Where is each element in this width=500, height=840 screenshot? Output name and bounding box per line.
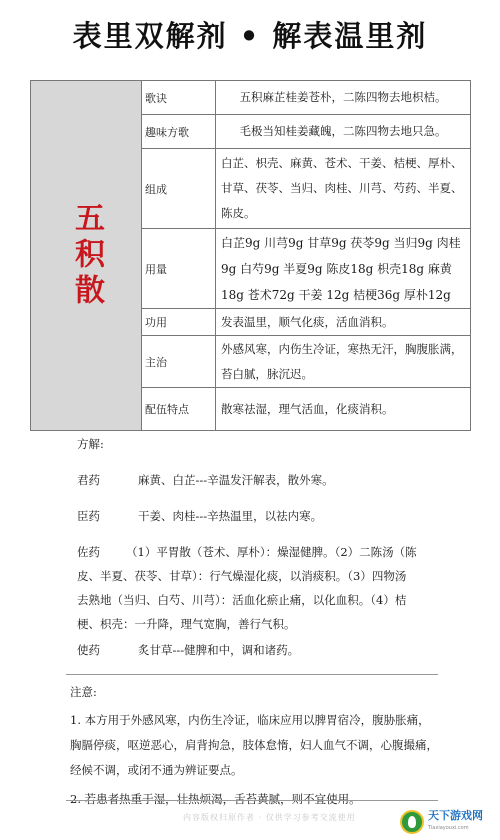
row-value: 五积麻芷桂姜苍朴，二陈四物去地枳桔。 <box>239 90 447 104</box>
zuo-line-4: 梗、枳壳：一升降，理气宽胸，善行气积。 <box>77 617 296 631</box>
notes-divider <box>66 800 438 801</box>
fangjie-heading: 方解: <box>77 437 104 451</box>
row-quwei <box>141 115 470 149</box>
row-label: 功用 <box>141 309 216 335</box>
zuo-line-3: 去熟地（当归、白芍、川芎）：活血化瘀止痛，以化血积。（4）桔 <box>77 593 407 607</box>
zuo-line-1 <box>77 540 447 564</box>
row-label: 主治 <box>141 336 216 387</box>
shi-label: 使药 <box>77 643 100 657</box>
row-value: 发表温里，顺气化痰，活血消积。 <box>221 314 394 329</box>
row-label: 歌诀 <box>141 81 216 114</box>
jun-label: 君药 <box>77 473 100 487</box>
logo-icon <box>400 810 424 834</box>
page-title: 表里双解剂 • 解表温里剂 <box>72 19 428 53</box>
row-label: 用量 <box>141 229 216 308</box>
site-logo[interactable] <box>400 808 496 836</box>
row-yongliang <box>141 229 470 309</box>
chen-line <box>77 504 322 528</box>
formula-name-panel <box>31 81 142 430</box>
formula-name: 五积散 <box>69 201 104 310</box>
logo-subtitle: Tiaxiayouxi.com <box>428 825 469 831</box>
notes-heading: 注意: <box>70 685 97 699</box>
row-value: 毛极当知桂姜藏魄，二陈四物去地只急。 <box>239 124 447 138</box>
watermark: 内容版权归原作者 · 仅供学习参考交流使用 <box>183 813 356 822</box>
notes-line-4: 2. 若患者热重于湿，壮热烦渴，舌苔黄腻，则不宜使用。 <box>70 792 361 806</box>
row-value: 外感风寒，内伤生冷证，寒热无汗，胸腹胀满，苔白腻，脉沉迟。 <box>221 341 463 381</box>
row-gejue <box>141 81 470 115</box>
notes-line-2: 胸膈停痰，呕逆恶心，肩背拘急，肢体怠惰，妇人血气不调，心腹撮痛， <box>70 738 438 752</box>
formula-table <box>30 80 471 431</box>
row-value: 散寒祛湿，理气活血，化痰消积。 <box>221 401 394 416</box>
notes-line-1: 1. 本方用于外感风寒，内伤生冷证，临床应用以脾胃宿冷，腹胁胀痛， <box>70 713 430 727</box>
shi-text: 炙甘草---健脾和中，调和诸药。 <box>138 643 300 657</box>
notes-block <box>70 680 450 812</box>
row-label: 趣味方歌 <box>141 115 216 148</box>
row-zucheng <box>141 149 470 229</box>
shi-line <box>77 638 299 662</box>
row-peiwu <box>141 388 470 430</box>
section-divider <box>66 674 438 675</box>
logo-text <box>428 810 483 834</box>
chen-label: 臣药 <box>77 509 100 523</box>
row-zhuzhi <box>141 336 470 388</box>
row-label: 配伍特点 <box>141 388 216 430</box>
row-gongyong <box>141 309 470 336</box>
formula-rows <box>141 81 470 430</box>
zuo-block <box>77 540 447 636</box>
row-label: 组成 <box>141 149 216 228</box>
chen-text: 干姜、肉桂---辛热温里，以祛内寒。 <box>138 509 323 523</box>
zuo-text-1: （1）平胃散（苍术、厚朴）：燥湿健脾。（2）二陈汤（陈 <box>126 545 417 559</box>
row-value: 白芷9g 川芎9g 甘草9g 茯苓9g 当归9g 肉桂9g 白芍9g 半夏9g 陈皮18g 枳壳18g 麻黄18g 苍术72g 干姜 12g 桔梗36g 厚朴12g <box>221 235 461 302</box>
zuo-line-2: 皮、半夏、茯苓、甘草）：行气燥湿化痰，以消痰积。（3）四物汤 <box>77 569 407 583</box>
zuo-label: 佐药 <box>77 545 100 559</box>
logo-title: 天下游戏网 <box>428 809 483 822</box>
row-value: 白芷、枳壳、麻黄、苍术、干姜、桔梗、厚朴、甘草、茯苓、当归、肉桂、川芎、芍药、半夏、陈皮。 <box>221 156 463 220</box>
jun-line <box>77 468 334 492</box>
jun-text: 麻黄、白芷---辛温发汗解表，散外寒。 <box>138 473 334 487</box>
notes-line-3: 经候不调，或闭不通为辨证要点。 <box>70 763 243 777</box>
